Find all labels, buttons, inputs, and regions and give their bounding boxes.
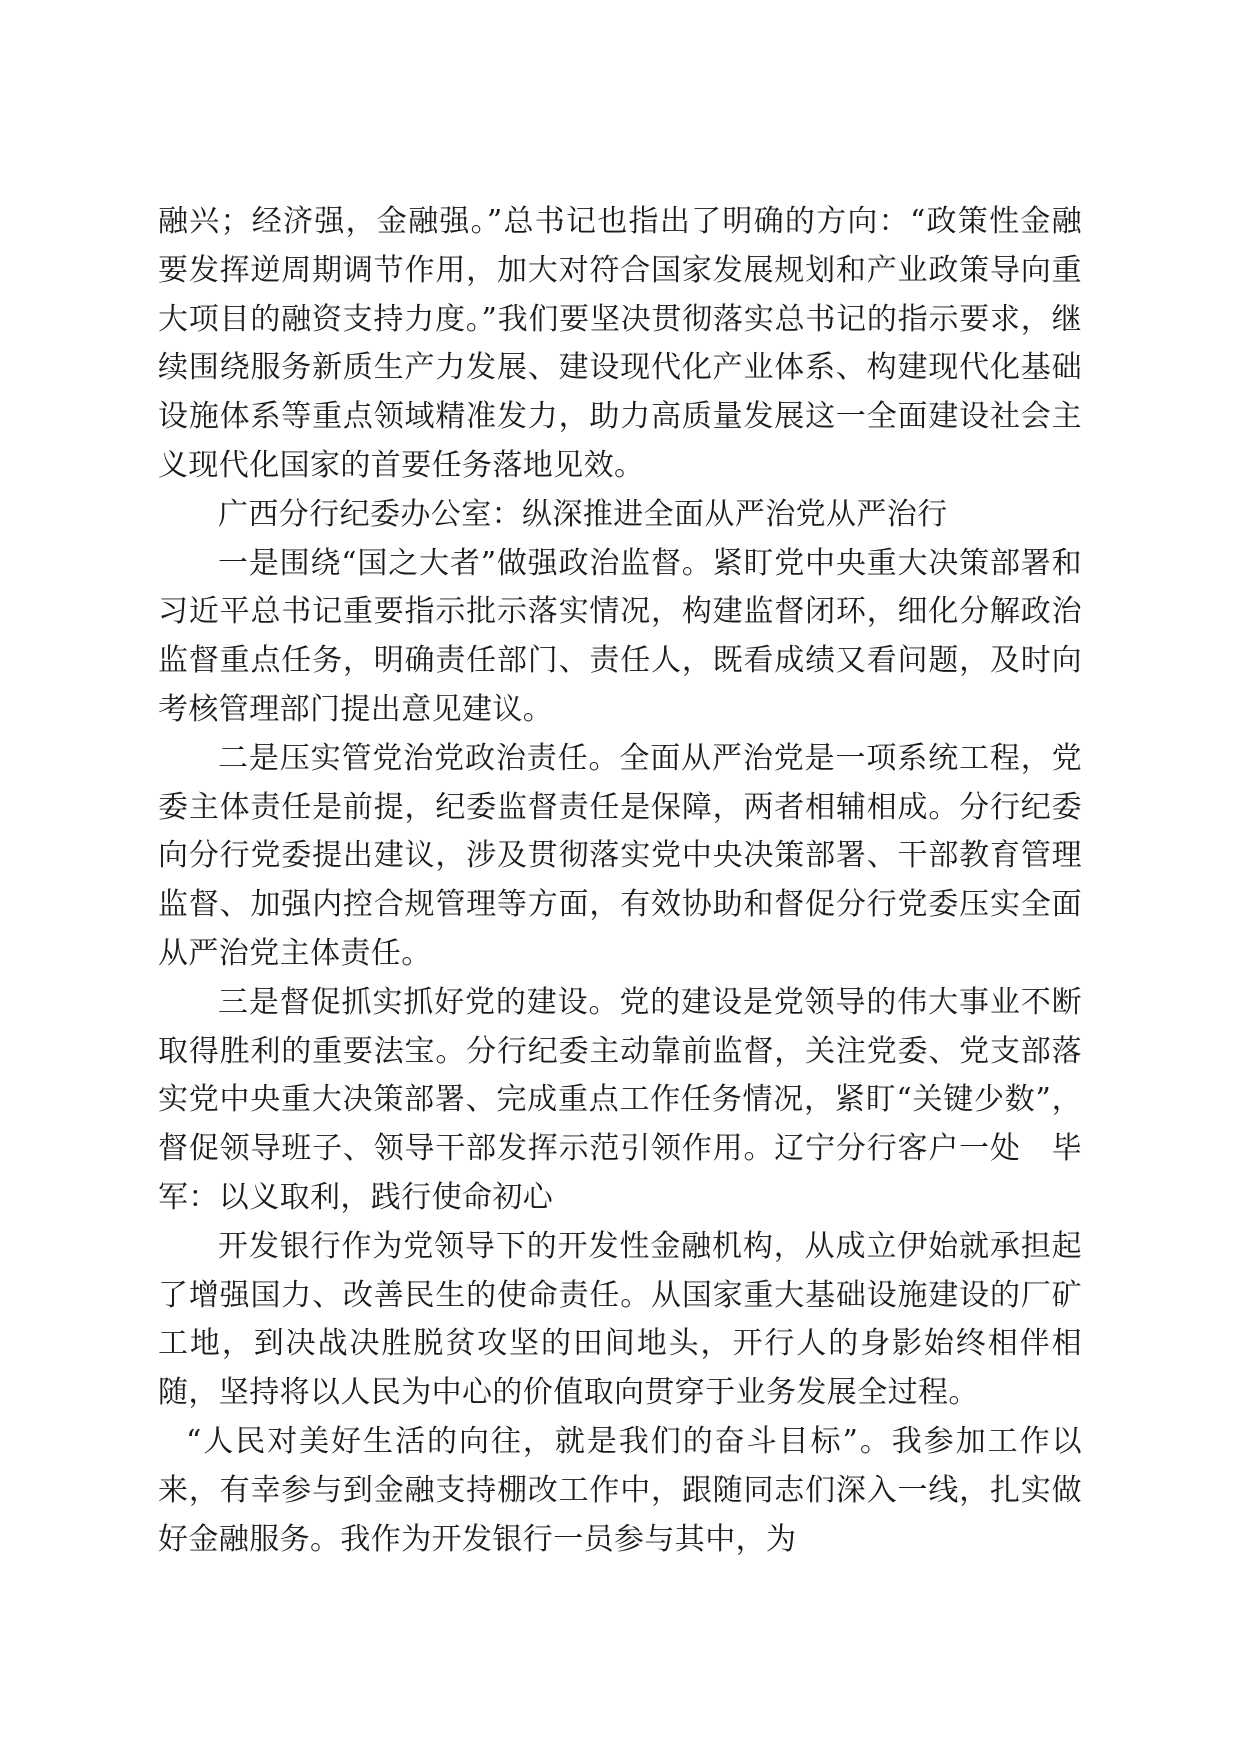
paragraph-3: 一是围绕“国之大者”做强政治监督。紧盯党中央重大决策部署和习近平总书记重要指示批示落实情况，构建监督闭环，细化分解政治监督重点任务，明确责任部门、责任人，既看成绩又看问题，及时向考核管理部门提出意见建议。 xyxy=(158,545,1082,727)
paragraph-6: 开发银行作为党领导下的开发性金融机构，从成立伊始就承担起了增强国力、改善民生的使命责任。从国家重大基础设施建设的厂矿工地，到决战决胜脱贫攻坚的田间地头，开行人的身影始终相伴相随，坚持将以人民为中心的价值取向贯穿于业务发展全过程。 xyxy=(158,1228,1082,1411)
document-body xyxy=(158,198,1082,1564)
paragraph-5: 三是督促抓实抓好党的建设。党的建设是党领导的伟大事业不断取得胜利的重要法宝。分行纪委主动靠前监督，关注党委、党支部落实党中央重大决策部署、完成重点工作任务情况，紧盯“关键少数”，督促领导班子、领导干部发挥示范引领作用。辽宁分行客户一处 毕军：以义取利，践行使命初心 xyxy=(158,984,1082,1215)
section-heading-guangxi: 广西分行纪委办公室：纵深推进全面从严治党从严治行 xyxy=(218,496,948,532)
paragraph-7: “人民对美好生活的向往，就是我们的奋斗目标”。我参加工作以来，有幸参与到金融支持棚改工作中，跟随同志们深入一线，扎实做好金融服务。我作为开发银行一员参与其中，为 xyxy=(158,1423,1082,1557)
paragraph-4: 二是压实管党治党政治责任。全面从严治党是一项系统工程，党委主体责任是前提，纪委监督责任是保障，两者相辅相成。分行纪委向分行党委提出建议，涉及贯彻落实党中央决策部署、干部教育管理监督、加强内控合规管理等方面，有效协助和督促分行党委压实全面从严治党主体责任。 xyxy=(158,740,1082,971)
paragraph-1: 融兴；经济强，金融强。”总书记也指出了明确的方向：“政策性金融要发挥逆周期调节作用，加大对符合国家发展规划和产业政策导向重大项目的融资支持力度。”我们要坚决贯彻落实总书记的指示要求，继续围绕服务新质生产力发展、建设现代化产业体系、构建现代化基础设施体系等重点领域精准发力，助力高质量发展这一全面建设社会主义现代化国家的首要任务落地见效。 xyxy=(158,204,1082,483)
